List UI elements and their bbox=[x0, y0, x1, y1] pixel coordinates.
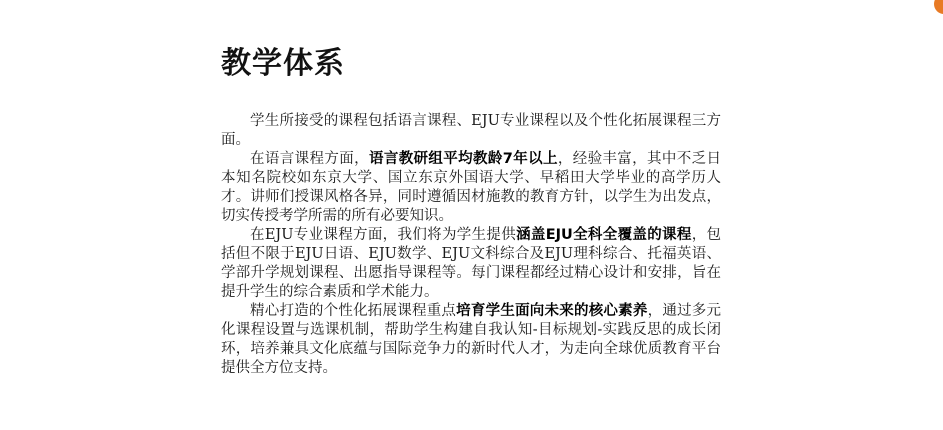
paragraph-text: ，通过多元化课程设置与选课机制，帮助学生构建自我认知-目标规划-实践反思的成长闭环，培养兼具文化底蕴与国际竞争力的新时代人才，为走向全球优质教育平台提供全方位支持。 bbox=[221, 303, 722, 376]
paragraph-text: 在EJU专业课程方面，我们将为学生提供 bbox=[250, 227, 517, 243]
paragraph-intro bbox=[221, 112, 721, 150]
paragraph-text: ，经验丰富，其中不乏日本知名院校如东京大学、国立东京外国语大学、早稻田大学毕业的高学历人才。讲师们授课风格各异，同时遵循因材施教的教育方针，以学生为出发点，切实传授考学所需的所有必要知识。 bbox=[221, 151, 722, 224]
highlight-text: 语言教研组平均教龄7年以上 bbox=[368, 151, 558, 167]
paragraph-text: 精心打造的个性化拓展课程重点 bbox=[250, 303, 457, 319]
paragraph-language-courses bbox=[221, 150, 721, 226]
paragraph-text: 在语言课程方面， bbox=[250, 151, 369, 167]
page-title: 教学体系 bbox=[221, 46, 345, 81]
highlight-text: 涵盖EJU全科全覆盖的课程 bbox=[516, 227, 692, 243]
document-body bbox=[221, 112, 721, 378]
highlight-text: 培育学生面向未来的核心素养 bbox=[456, 303, 648, 319]
paragraph-eju-courses bbox=[221, 226, 721, 302]
paragraph-text: ，包括但不限于EJU日语、EJU数学、EJU文科综合及EJU理科综合、托福英语、学部升学规划课程、出愿指导课程等。每门课程都经过精心设计和安排，旨在提升学生的综合素质和学术能力。 bbox=[221, 227, 722, 300]
paragraph-text: 学生所接受的课程包括语言课程、EJU专业课程以及个性化拓展课程三方面。 bbox=[221, 113, 721, 148]
corner-accent-dot bbox=[934, 0, 943, 14]
document-page bbox=[221, 40, 721, 378]
paragraph-extension-courses bbox=[221, 302, 721, 378]
